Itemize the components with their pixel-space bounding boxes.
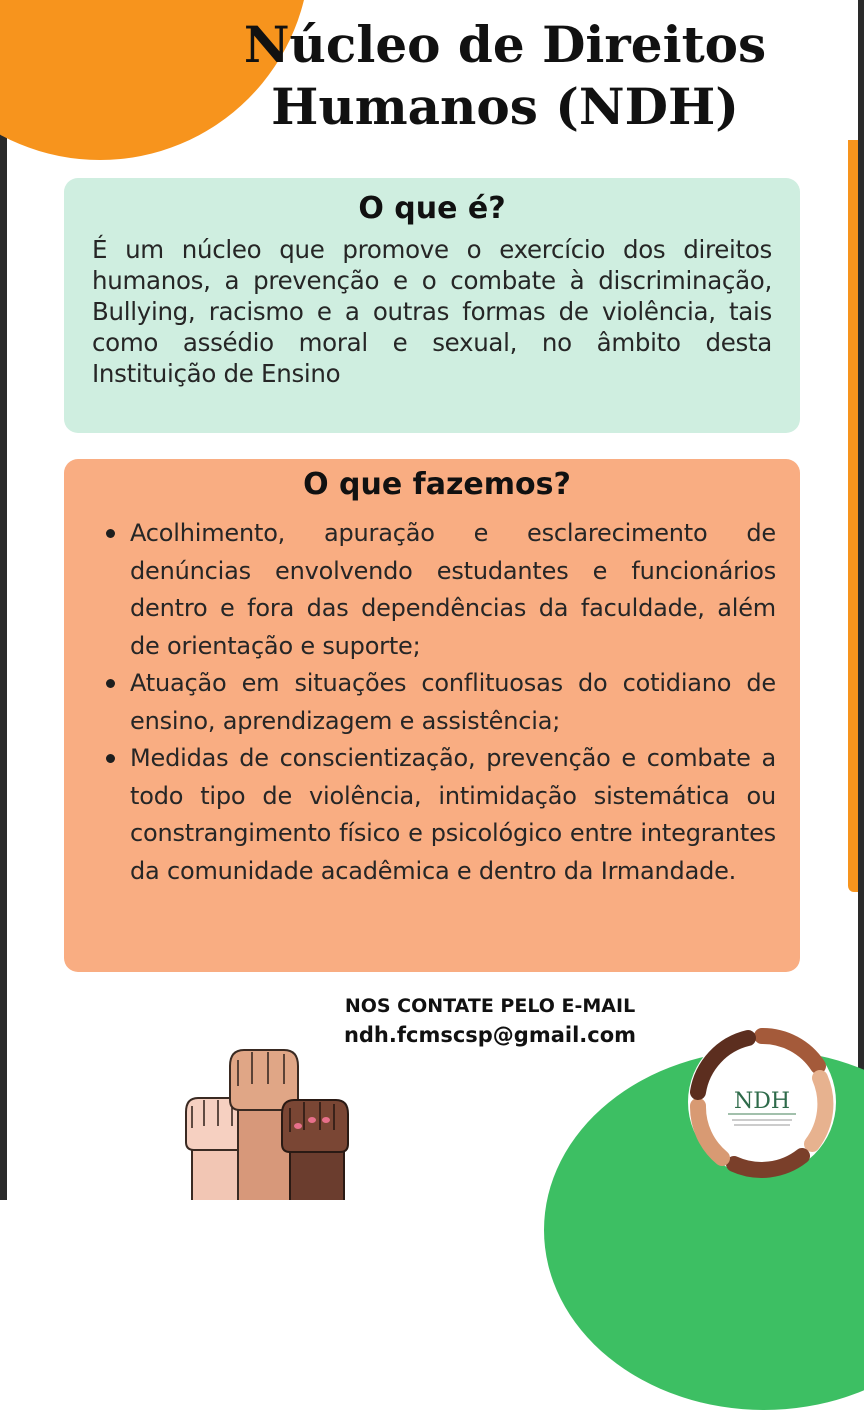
raised-fists-icon [178,1040,358,1200]
frame-right-edge [858,0,864,1200]
list-item-text: Acolhimento, apuração e esclarecimento de denúncias envolvendo estudantes e funcionários dentro e fora das dependências da faculdade, além de orientação e suporte; [130,519,776,660]
what-we-do-list [98,515,776,890]
ndh-logo-text: NDH [733,1089,791,1114]
bullet-icon [106,679,115,688]
list-item-text: Medidas de conscientização, prevenção e combate a todo tipo de violência, intimidação sistemática ou constrangimento físico e psicológico entre integrantes da comunidade acadêmica e dentro da Irmandade. [130,744,776,885]
contact-label: NOS CONTATE PELO E-MAIL [344,995,636,1017]
list-item [98,665,776,740]
bullet-icon [106,529,115,538]
list-item [98,740,776,890]
contact-email-link[interactable]: ndh.fcmscsp@gmail.com [343,1023,637,1047]
what-is-description: É um núcleo que promove o exercício dos direitos humanos, a prevenção e o combate à discriminação, Bullying, racismo e a outras formas de violência, tais como assédio moral e sexual, no âmbito desta Instituição de Ensino [92,235,772,388]
what-we-do-heading: O que fazemos? [303,467,571,502]
page-title-line-1: Núcleo de Direitos [243,15,767,74]
page-title [160,14,850,138]
what-is-card [64,178,800,433]
page-title-line-2: Humanos (NDH) [271,77,739,136]
ndh-logo-icon [682,1022,842,1182]
bullet-icon [106,754,115,763]
what-is-heading: O que é? [358,191,506,226]
list-item-text: Atuação em situações conflituosas do cotidiano de ensino, aprendizagem e assistência; [130,669,776,735]
list-item [98,515,776,665]
orange-side-bar [848,140,858,892]
frame-left-edge [0,0,7,1200]
what-we-do-card [64,459,800,972]
